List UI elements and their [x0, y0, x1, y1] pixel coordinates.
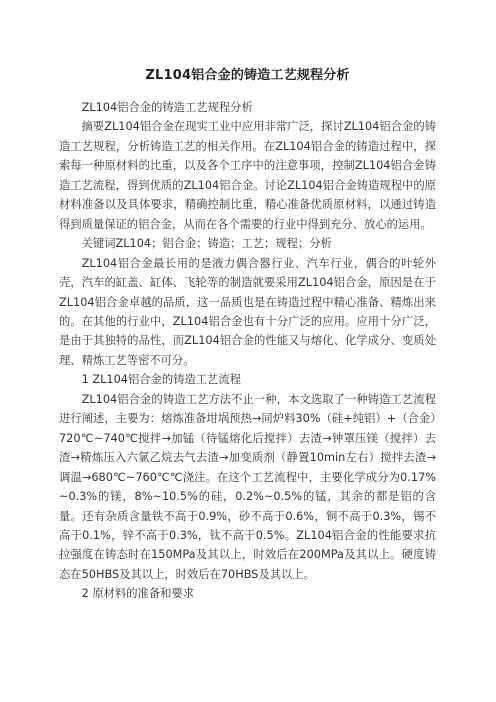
paragraph-heading-repeat: ZL104铝合金的铸造工艺规程分析 — [81, 101, 253, 114]
paragraph-process-flow: ZL104铝合金的铸造工艺方法不止一种，本文选取了一种铸造工艺流程进行阐述，主要为：熔炼准备坩埚预热→同炉料30%（硅+纯铝）+（合金）720℃~740℃搅拌→加锰（待锰熔化后搅拌）去渣→钟罩压镁（搅拌）去渣→精炼压入六氯乙烷去气去渣→加变质剂（静置10min左右）搅拌去渣→调温→680℃~760℃℃浇注。在这个工艺流程中，主要化学成分为0.17%~0.3%的镁，8%~10.5%的硅，0.2%~0.5%的锰，其余的都是铝的含量。还有杂质含量铁不高于0.9%，砂不高于0.6%，铜不高于0.3%，锡不高于0.1%，锌不高于0.3%，钛不高于0.5%。ZL104铝合金的性能要求抗拉强度在铸态时在150MPa及其以上，时效后在200MPa及其以上。硬度铸态在50HBS及其以上，时效后在70HBS及其以上。 — [59, 392, 436, 581]
paragraph-introduction: ZL104铝合金最长用的是液力偶合器行业、汽车行业，偶合的叶轮外壳，汽车的缸盖、缸体、飞轮等的制造就要采用ZL104铝合金，原因是在于ZL104铝合金卓越的品质，这一品质也是在铸造过程中精心准备、精炼出来的。在其他的行业中，ZL104铝合金也有十分广泛的应用。应用十分广泛，是由于其独特的品性，而ZL104铝合金的性能又与熔化、化学成分、变质处理、精炼工艺等密不可分。 — [59, 256, 436, 367]
section-heading-1: 1 ZL104铝合金的铸造工艺流程 — [81, 373, 241, 387]
paragraph-keywords: 关键词ZL104；铝合金；铸造；工艺；规程；分析 — [81, 237, 332, 251]
section-heading-2: 2 原材料的准备和要求 — [81, 587, 195, 601]
document-body — [59, 98, 436, 604]
paragraph-abstract: 摘要ZL104铝合金在现实工业中应用非常广泛，探讨ZL104铝合金的铸造工艺规程，分析铸造工艺的相关作用。在ZL104铝合金的铸造过程中，探索每一种原材料的比重，以及各个工序中的注意事项，控制ZL104铝合金铸造工艺流程，得到优质的ZL104铝合金。讨论ZL104铝合金铸造规程中的原材料准备以及具体要求，精确控制比重，精心准备优质原材料，以通过铸造得到质量保证的铝合金，从而在各个需要的行业中得到充分、放心的运用。 — [59, 120, 436, 231]
document-title: ZL104铝合金的铸造工艺规程分析 — [145, 68, 350, 83]
